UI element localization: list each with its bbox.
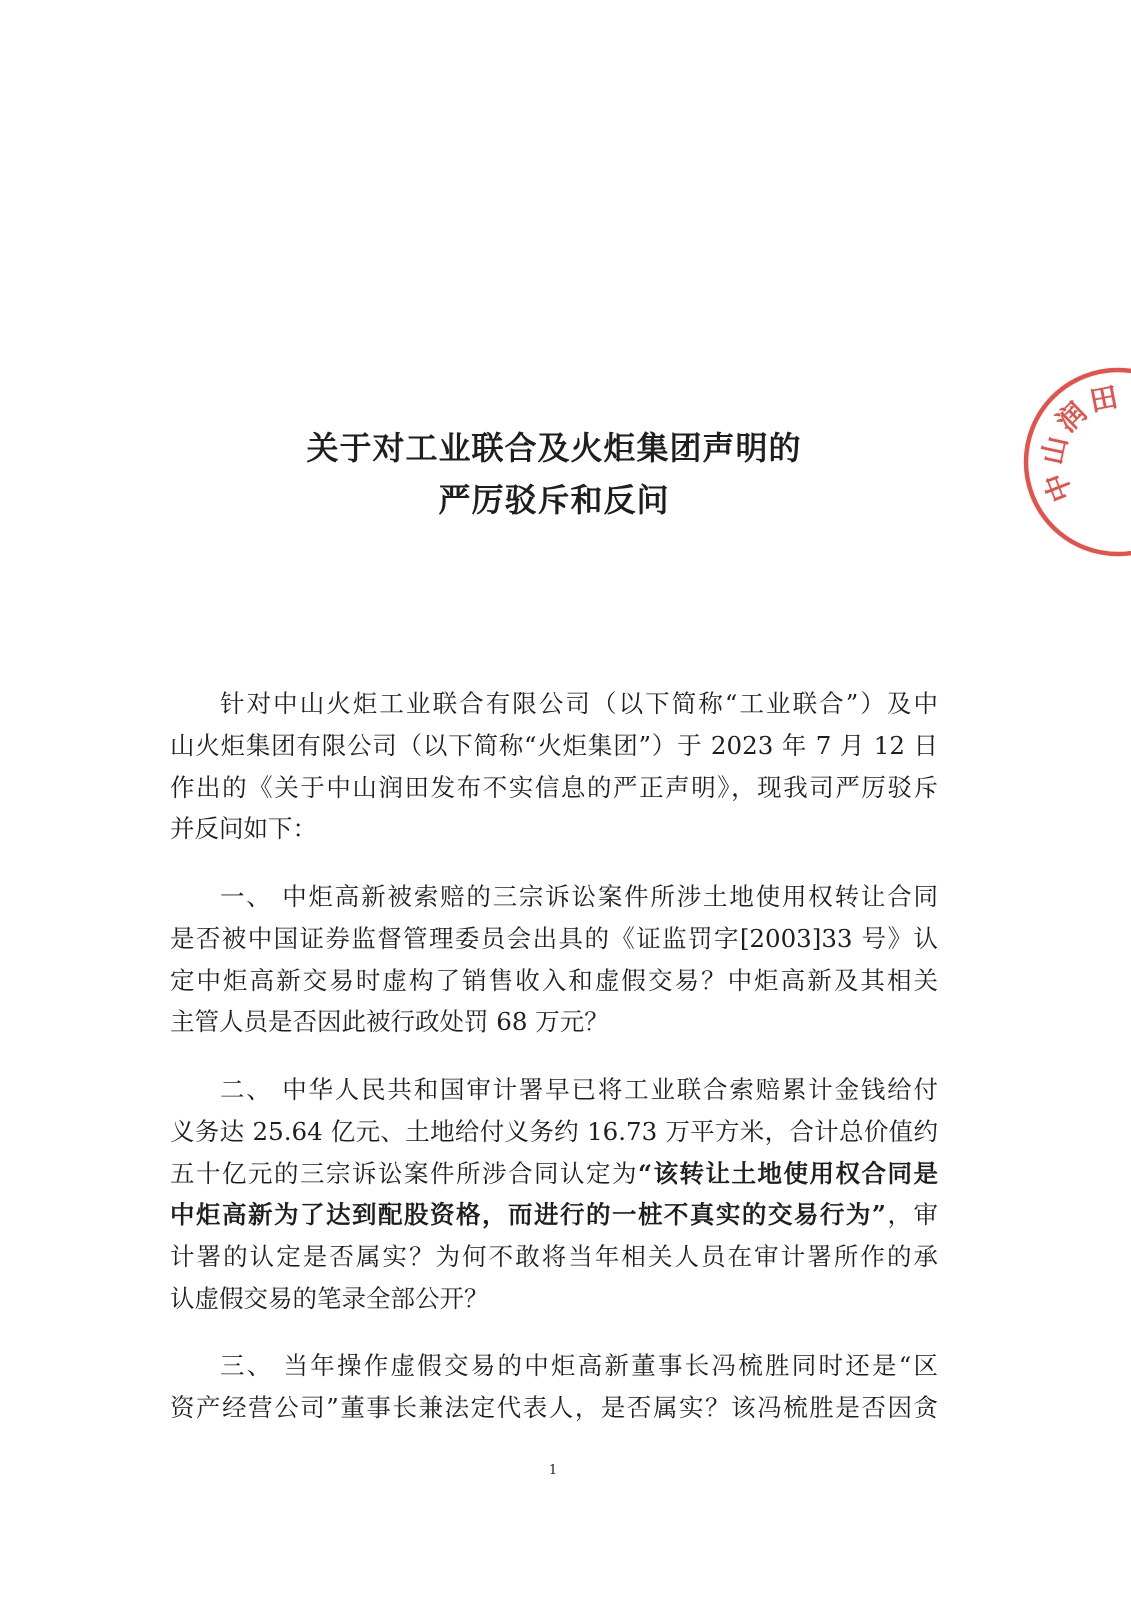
text-line: 认虚假交易的笔录全部公开？ [170, 1283, 489, 1313]
text-segment: ，审 [886, 1200, 939, 1230]
text-line: 作出的《关于中山润田发布不实信息的严正声明》，现我司严厉驳斥 [170, 772, 938, 802]
text-line: 定中炬高新交易时虚构了销售收入和虚假交易？中炬高新及其相关 [170, 965, 938, 995]
paragraph-item-2 [170, 1069, 938, 1320]
title-line: 关于对工业联合及火炬集团声明的 [306, 429, 802, 467]
paragraph-intro [170, 683, 938, 850]
text-line: 是否被中国证券监督管理委员会出具的《证监罚字[2003]33 号》认 [170, 923, 938, 953]
text-line: 资产经营公司”董事长兼法定代表人，是否属实？该冯梳胜是否因贪 [170, 1392, 938, 1422]
text-line: 针对中山火炬工业联合有限公司（以下简称“工业联合”）及中 [220, 689, 938, 718]
text-line: 计署的认定是否属实？为何不敢将当年相关人员在审计署所作的承 [170, 1242, 938, 1272]
text-line: 主管人员是否因此被行政处罚 68 万元？ [170, 1007, 609, 1037]
text-line: 一、 中炬高新被索赔的三宗诉讼案件所涉土地使用权转让合同 [220, 882, 938, 911]
seal-text: 中山润田 [1035, 379, 1125, 507]
bold-text-segment: 中炬高新为了达到配股资格，而进行的一桩不真实的交易行为” [170, 1200, 887, 1230]
text-line: 二、 中华人民共和国审计署早已将工业联合索赔累计金钱给付 [220, 1075, 938, 1104]
text-line-mixed [170, 1153, 938, 1195]
text-line: 义务达 25.64 亿元、土地给付义务约 16.73 万平方米，合计总价值约 [170, 1116, 938, 1146]
text-line: 山火炬集团有限公司（以下简称“火炬集团”）于 2023 年 7 月 12 日 [170, 730, 938, 760]
company-seal [1000, 330, 1131, 600]
page-number: 1 [548, 1463, 558, 1478]
title-line: 严厉驳斥和反问 [438, 481, 670, 519]
text-line: 并反问如下： [170, 814, 317, 844]
bold-text-segment: “该转让土地使用权合同是 [637, 1158, 939, 1188]
text-line-mixed [170, 1194, 938, 1236]
document-title [170, 422, 938, 526]
text-line: 三、 当年操作虚假交易的中炬高新董事长冯梳胜同时还是“区 [220, 1351, 938, 1380]
paragraph-item-1 [170, 876, 938, 1043]
paragraph-item-3 [170, 1345, 938, 1429]
text-segment: 五十亿元的三宗诉讼案件所涉合同认定为 [170, 1158, 638, 1188]
